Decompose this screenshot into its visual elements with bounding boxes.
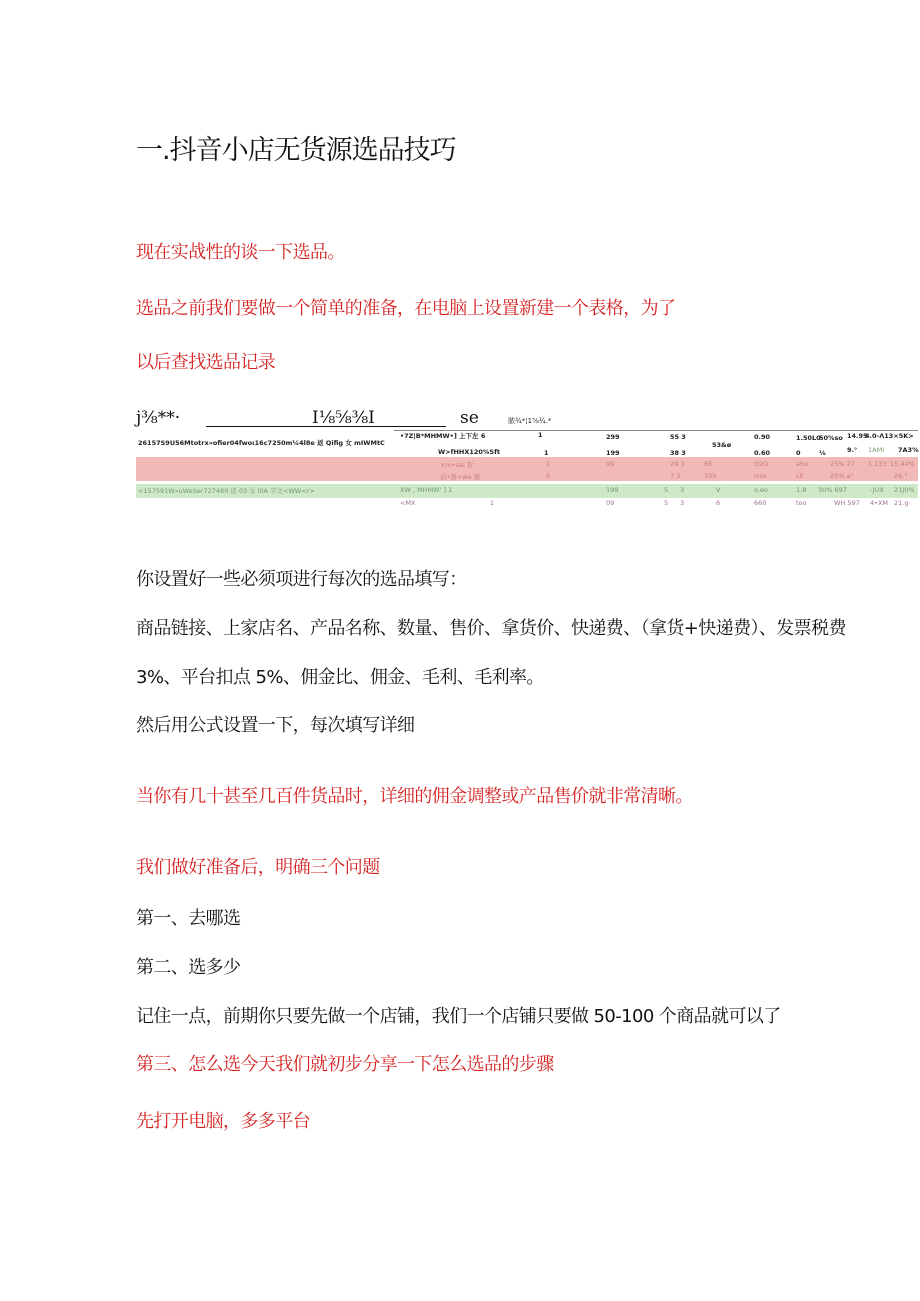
sheet-cell: W>fHHX120%Sft: [438, 448, 501, 456]
sheet-cell: 0.90: [754, 433, 771, 441]
spreadsheet-image: [136, 408, 918, 508]
sheet-cell: 1: [490, 499, 495, 507]
paragraph-prep: 选品之前我们要做一个简单的准备，在电脑上设置新建一个表格，为了: [136, 298, 676, 319]
sheet-cell: 29 3: [670, 460, 685, 468]
sheet-cell: 5: [546, 472, 551, 480]
sheet-cell: -JUX: [870, 486, 884, 494]
sheet-cell: WH 597: [834, 499, 860, 507]
paragraph-intro: 现在实战性的谈一下选品。: [136, 242, 345, 263]
sheet-header-1: j³⁄₈**·: [136, 408, 181, 428]
sheet-cell: o.eo: [754, 486, 768, 494]
sheet-cell: 660: [754, 499, 767, 507]
paragraph-clarity: 当你有几十甚至几百件货品时，详细的佣金调整或产品售价就非常清晰。: [136, 786, 693, 807]
sheet-cell: <MX: [400, 499, 416, 507]
sheet-cell: ×m•sai 拆: [440, 461, 474, 469]
sheet-cell: 25% a°: [830, 472, 854, 480]
sheet-cell: 6: [716, 499, 721, 507]
sheet-cell: 21J0%: [894, 486, 915, 494]
sheet-cell: 3: [680, 486, 685, 494]
sheet-cell: 3: [680, 499, 685, 507]
sheet-cell: 21.g: [894, 499, 909, 507]
sheet-cell: XW , MHMW' ] 1: [400, 486, 453, 494]
sheet-cell: 5: [664, 499, 669, 507]
sheet-cell: aSo: [796, 460, 809, 468]
sheet-cell: rrso: [754, 472, 767, 480]
sheet-cell: 15.44%: [890, 460, 915, 468]
sheet-cell: 前•器+we 器: [440, 473, 481, 481]
paragraph-remember: 记住一点，前期你只要先做一个店铺，我们一个店铺只要做 50-100 个商品就可以了: [136, 1006, 781, 1027]
sheet-cell: 105: [704, 472, 717, 480]
sheet-cell: 5: [664, 486, 669, 494]
sheet-header-2: I⅛⅝³⁄₈I: [312, 408, 375, 428]
sheet-cell: 30% 697: [818, 486, 847, 494]
sheet-cell: 55 3: [670, 433, 686, 441]
sheet-cell: 1: [538, 431, 543, 439]
paragraph-three-questions: 我们做好准备后，明确三个问题: [136, 857, 380, 878]
sheet-cell: •7Z|B*MHMW•] 上下左 6: [400, 432, 486, 440]
sheet-cell: LE: [796, 472, 804, 480]
sheet-cell: too: [796, 499, 807, 507]
sheet-cell: <157591W»uWeSer727480 返 03 女 lIIA 字文<WW<r>: [138, 487, 315, 495]
sheet-cell: 1: [546, 460, 551, 468]
question-one: 第一、去哪选: [136, 908, 241, 929]
sheet-cell: 09: [606, 499, 615, 507]
page-title: 一.抖音小店无货源选品技巧: [136, 135, 456, 166]
sheet-cell: 65: [704, 460, 713, 468]
sheet-cell: 14.95: [847, 432, 868, 440]
sheet-cell: 4.0-Λ13×5K>: [865, 432, 914, 440]
sheet-cell: O2O: [754, 460, 769, 468]
sheet-cell: 1: [544, 449, 549, 457]
sheet-cell: 7A3%: [898, 446, 919, 454]
paragraph-fields-list: 商品链接、上家店名、产品名称、数量、售价、拿货价、快递费、（拿货+快递费）、发票税费: [136, 618, 846, 639]
sheet-header-4: 脓¾*¦1⅝¾.*: [508, 417, 552, 425]
paragraph-prep-cont: 以后查找选品记录: [136, 352, 276, 373]
sheet-cell: 26157S9U56Mtotrx»ofier04fwoι16c7250m¼4l8e 返 Qifig 女 mIWMtC: [138, 439, 385, 447]
sheet-cell: 99: [606, 460, 615, 468]
sheet-cell: 1.133: [868, 460, 887, 468]
sheet-cell: 1.50L0: [796, 434, 821, 442]
sheet-cell: ⅛: [819, 449, 826, 457]
sheet-cell: 1.8: [796, 486, 807, 494]
sheet-header-3: se: [460, 408, 479, 428]
sheet-cell: 53&ø: [712, 441, 732, 449]
sheet-cell: V: [716, 486, 721, 494]
sheet-cell: 38 3: [670, 449, 686, 457]
paragraph-formula: 然后用公式设置一下，每次填写详细: [136, 715, 415, 736]
question-two: 第二、选多少: [136, 957, 241, 978]
paragraph-fields-list-cont: 3%、平台扣点 5%、佣金比、佣金、毛利、毛利率。: [136, 667, 544, 688]
sheet-cell: 199: [606, 486, 619, 494]
sheet-cell: 26.°: [894, 472, 908, 480]
paragraph-fields-intro: 你设置好一些必须项进行每次的选品填写：: [136, 569, 467, 590]
sheet-cell: 4•XM: [870, 499, 889, 507]
sheet-cell: 299: [606, 433, 620, 441]
sheet-cell: 0: [796, 449, 801, 457]
sheet-cell: 7 3: [670, 472, 681, 480]
paragraph-open-computer: 先打开电脑，多多平台: [136, 1111, 310, 1132]
sheet-cell: 9.°: [847, 446, 858, 454]
sheet-cell: 1AMI: [868, 446, 885, 454]
question-three: 第三、怎么选今天我们就初步分享一下怎么选品的步骤: [136, 1054, 554, 1075]
sheet-cell: 0.60: [754, 449, 771, 457]
sheet-cell: 50%so: [819, 434, 843, 442]
sheet-cell: 25% 27: [830, 460, 855, 468]
sheet-cell: 199: [606, 449, 620, 457]
